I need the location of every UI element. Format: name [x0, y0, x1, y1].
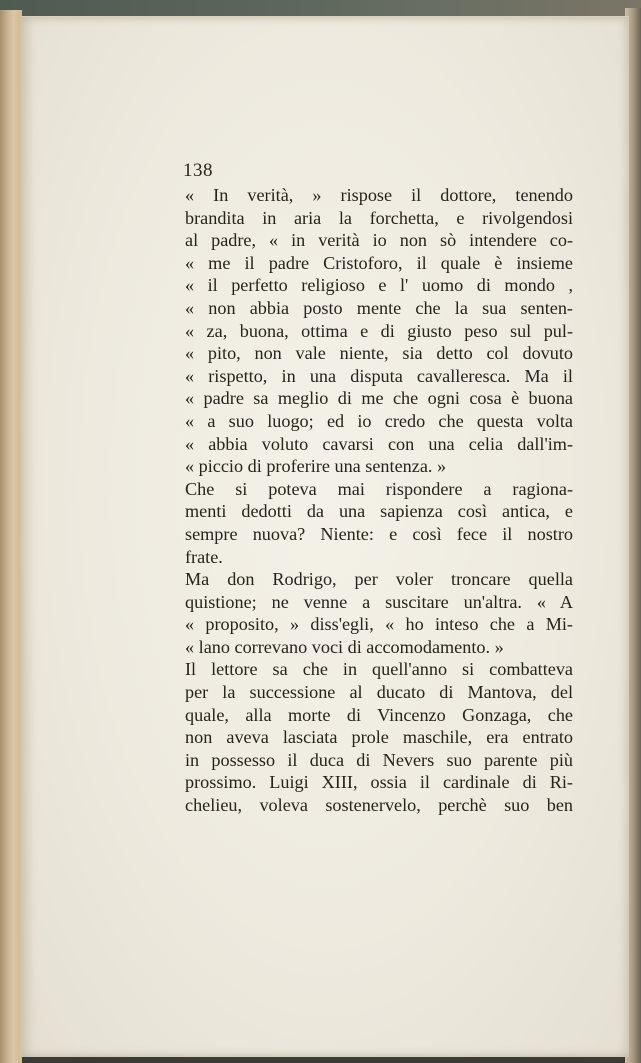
text-line: « non abbia posto mente che la sua senten-	[185, 297, 573, 318]
text-line: Che si poteva mai rispondere a ragiona-	[185, 478, 573, 499]
text-line: « lano correvano voci di accomodamento. »	[185, 636, 504, 657]
text-line: Il lettore sa che in quell'anno si combatteva	[185, 659, 573, 680]
text-line: per la successione al ducato di Mantova, del	[185, 682, 573, 703]
text-line: quale, alla morte di Vincenzo Gonzaga, che	[185, 704, 573, 725]
text-line: « me il padre Cristoforo, il quale è insieme	[185, 252, 573, 273]
book-top-edge	[0, 0, 641, 16]
text-line: « proposito, » diss'egli, « ho inteso che a Mi-	[185, 614, 573, 635]
page-number: 138	[183, 160, 213, 181]
book-cover-left-edge	[0, 10, 22, 1063]
text-line: Ma don Rodrigo, per voler troncare quella	[185, 569, 573, 590]
text-line: al padre, « in verità io non sò intendere co-	[185, 230, 573, 251]
text-line: sempre nuova? Niente: e così fece il nostro	[185, 523, 573, 544]
text-line: menti dedotti da una sapienza così antica, e	[185, 501, 573, 522]
text-line: « In verità, » rispose il dottore, tenendo	[185, 185, 573, 205]
text-line: quistione; ne venne a suscitare un'altra. « A	[185, 591, 573, 612]
text-line: in possesso il duca di Nevers suo parente più	[185, 749, 573, 770]
text-line: frate.	[185, 546, 223, 567]
text-line: « padre sa meglio di me che ogni cosa è buona	[185, 388, 573, 409]
text-line: « rispetto, in una disputa cavalleresca. Ma il	[185, 365, 573, 386]
text-line: « pito, non vale niente, sia detto col dovuto	[185, 343, 573, 364]
text-line: « a suo luogo; ed io credo che questa volta	[185, 410, 573, 431]
page-body-text	[185, 184, 573, 817]
text-line: non aveva lasciata prole maschile, era entrato	[185, 727, 573, 748]
text-line: « il perfetto religioso e l' uomo di mondo ,	[185, 275, 573, 296]
text-line: brandita in aria la forchetta, e rivolgendosi	[185, 207, 573, 228]
text-line: « piccio di proferire una sentenza. »	[185, 456, 447, 477]
text-line: « za, buona, ottima e di giusto peso sul pul-	[185, 320, 573, 341]
text-line: chelieu, voleva sostenervelo, perchè suo ben	[185, 795, 573, 816]
text-line: prossimo. Luigi XIII, ossia il cardinale di Ri-	[185, 772, 573, 793]
text-line: « abbia voluto cavarsi con una celia dall'im-	[185, 433, 573, 454]
